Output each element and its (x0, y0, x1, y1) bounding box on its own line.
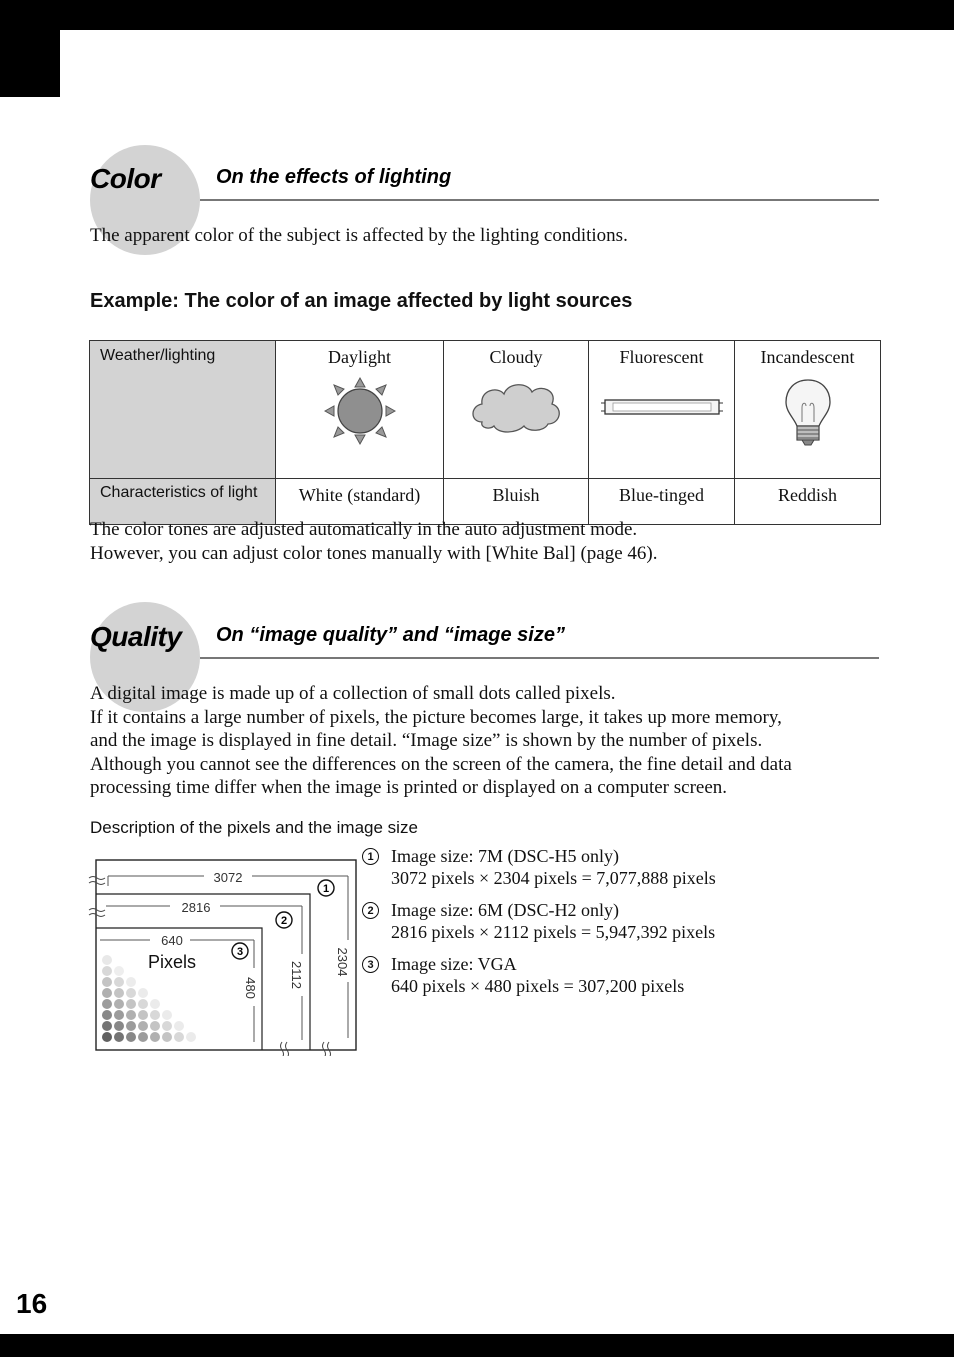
cloud-icon (468, 376, 564, 441)
size-calculation: 640 pixels × 480 pixels = 307,200 pixels (391, 976, 685, 996)
pixels-label: Pixels (148, 952, 197, 972)
quality-line-1: A digital image is made up of a collection of small dots called pixels. (90, 683, 616, 704)
marker-3 (232, 943, 248, 959)
color-section-rule (200, 199, 879, 201)
size-number: 1 (362, 848, 379, 865)
fluorescent-characteristic: Blue-tinged (589, 479, 735, 525)
daylight-cell (276, 341, 444, 479)
color-intro: The apparent color of the subject is affected by the lighting conditions. (90, 225, 628, 246)
light-bulb-icon (778, 376, 838, 453)
adjust-line-1: The color tones are adjusted automatically in the auto adjustment mode. (90, 519, 638, 540)
daylight-characteristic: White (standard) (276, 479, 444, 525)
size-calculation: 2816 pixels × 2112 pixels = 5,947,392 pixels (391, 922, 716, 942)
size-title: Image size: 7M (DSC-H5 only) (391, 846, 619, 866)
diagram-caption: Description of the pixels and the image size (90, 818, 418, 837)
pixel-size-diagram (86, 856, 362, 1061)
color-section-subtitle: On the effects of lighting (216, 166, 452, 188)
example-heading: Example: The color of an image affected by light sources (90, 290, 633, 312)
quality-section-subtitle: On “image quality” and “image size” (216, 624, 565, 646)
quality-line-2: If it contains a large number of pixels, the picture becomes large, it takes up more memory, (90, 706, 782, 728)
quality-section-rule (200, 657, 879, 659)
cloudy-cell (444, 341, 589, 479)
incandescent-label: Incandescent (760, 347, 855, 367)
size-title: Image size: VGA (391, 954, 517, 974)
quality-line-5: processing time differ when the image is printed or displayed on a computer screen. (90, 777, 728, 798)
marker-1 (318, 880, 334, 896)
sun-icon (320, 376, 400, 451)
fluorescent-cell (589, 341, 735, 479)
svg-text:3: 3 (236, 946, 244, 958)
incandescent-characteristic: Reddish (735, 479, 881, 525)
size-title: Image size: 6M (DSC-H2 only) (391, 900, 619, 920)
marker-2 (276, 912, 292, 928)
quality-section-title: Quality (90, 621, 182, 652)
color-adjust-text (90, 518, 658, 565)
daylight-label: Daylight (328, 347, 391, 367)
fluorescent-label: Fluorescent (619, 347, 704, 367)
lighting-table (89, 340, 881, 525)
fluorescent-tube-icon (599, 376, 725, 441)
quality-line-3: and the image is displayed in fine detail. “Image size” is shown by the number of pixels. (90, 730, 763, 751)
color-section-title: Color (90, 163, 161, 194)
quality-paragraph (90, 682, 792, 800)
incandescent-cell (735, 341, 881, 479)
height-6m-label: 2112 (289, 961, 304, 989)
height-vga-label: 480 (243, 977, 258, 999)
quality-line-4: Although you cannot see the differences on the screen of the camera, the fine detail and data (90, 753, 792, 775)
svg-text:2: 2 (280, 915, 288, 927)
width-vga-label: 640 (161, 933, 183, 948)
size-calculation: 3072 pixels × 2304 pixels = 7,077,888 pixels (391, 868, 716, 888)
cloudy-label: Cloudy (489, 347, 543, 367)
size-number: 3 (362, 956, 379, 973)
weather-lighting-header: Weather/lighting (90, 341, 276, 479)
characteristics-header: Characteristics of light (90, 479, 276, 525)
bottom-bar (0, 1334, 954, 1357)
cloudy-characteristic: Bluish (444, 479, 589, 525)
corner-tab (0, 0, 60, 97)
page-number: 16 (16, 1288, 48, 1319)
width-7m-label: 3072 (213, 870, 243, 885)
adjust-line-2: However, you can adjust color tones manually with [White Bal] (page 46). (90, 542, 658, 564)
svg-text:1: 1 (322, 883, 330, 895)
top-bar (0, 0, 954, 30)
height-7m-label: 2304 (335, 947, 350, 977)
size-number: 2 (362, 902, 379, 919)
width-6m-label: 2816 (181, 900, 211, 915)
